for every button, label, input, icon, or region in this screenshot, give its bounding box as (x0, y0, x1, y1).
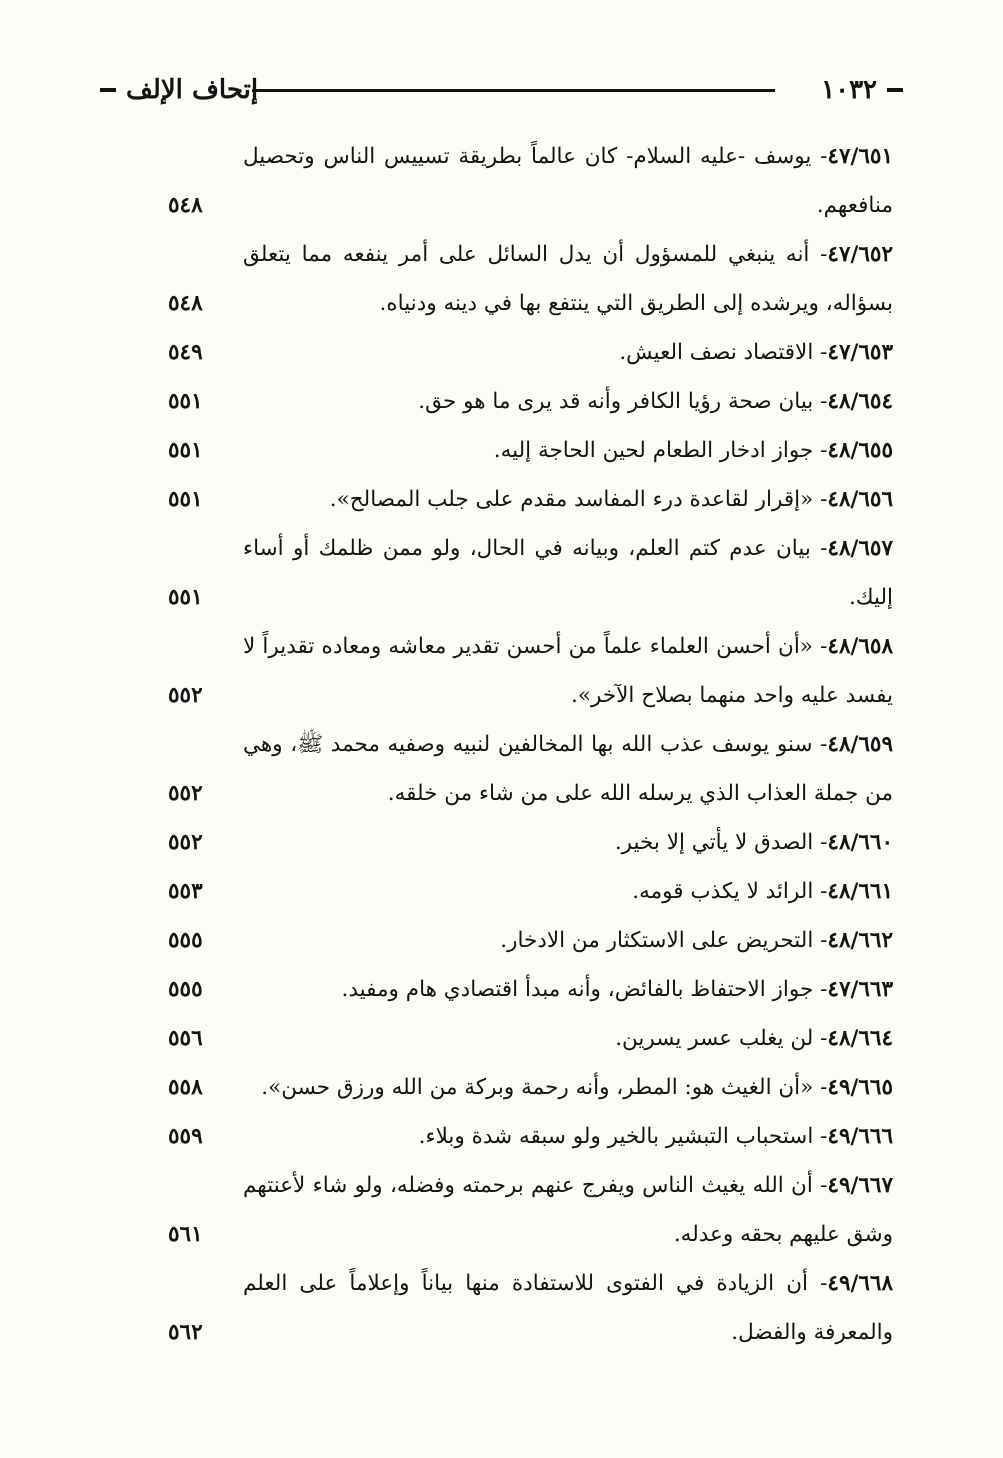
entry-text-block (243, 132, 893, 230)
entry-page-reference: ٥٥٢ (168, 781, 203, 806)
index-entry (0, 524, 1003, 622)
entry-number: ٤٨/٦٥٥ (827, 438, 893, 463)
entry-description: التحريض على الاستكثار من الادخار. (500, 928, 814, 953)
entry-separator: - (813, 1124, 828, 1149)
entry-description: جواز ادخار الطعام لحين الحاجة إليه. (493, 438, 814, 463)
book-title: إتحاف الإلف (126, 75, 259, 105)
entry-page-reference: ٥٥٥ (168, 928, 203, 953)
entry-number: ٤٩/٦٦٨ (827, 1271, 893, 1296)
entry-separator: - (810, 536, 828, 561)
entry-separator: - (809, 242, 828, 267)
index-entry (0, 1112, 1003, 1161)
entry-text-block (243, 1014, 893, 1063)
entry-text-block (243, 965, 893, 1014)
entry-number: ٤٧/٦٥١ (827, 144, 893, 169)
entry-description: «إقرار لقاعدة درء المفاسد مقدم على جلب المصالح». (329, 487, 814, 512)
entry-page-reference: ٥٥١ (168, 389, 203, 414)
entry-description: الصدق لا يأتي إلا بخير. (614, 830, 814, 855)
entry-description: «أن أحسن العلماء علماً من أحسن تقدير معاشه ومعاده تقديراً لا يفسد عليه واحد منهما بصلاح الآخر». (243, 634, 893, 708)
entry-description: أنه ينبغي للمسؤول أن يدل السائل على أمر ينفعه مما يتعلق بسؤاله، ويرشده إلى الطريق التي ينتفع بها في دينه ودنياه. (243, 242, 893, 316)
entry-number: ٤٩/٦٦٥ (827, 1075, 893, 1100)
entry-page-reference: ٥٥٢ (168, 830, 203, 855)
entry-page-reference: ٥٥٦ (168, 1026, 203, 1051)
header-title-group (100, 72, 258, 108)
entry-text-block (243, 230, 893, 328)
entry-number: ٤٨/٦٦٠ (827, 830, 893, 855)
index-entry (0, 720, 1003, 818)
entry-text-block (243, 916, 893, 965)
entry-text-block (243, 377, 893, 426)
entry-description: أن الله يغيث الناس ويفرج عنهم برحمته وفضله، ولو شاء لأعنتهم وشق عليهم بحقه وعدله. (243, 1173, 893, 1247)
entry-page-reference: ٥٥٢ (168, 683, 203, 708)
entry-separator: - (813, 879, 828, 904)
entry-page-reference: ٥٦١ (168, 1222, 203, 1247)
entry-number: ٤٩/٦٦٦ (827, 1124, 893, 1149)
entry-number: ٤٧/٦٥٣ (827, 340, 893, 365)
header-dash (887, 88, 903, 92)
page-header (100, 72, 903, 112)
entry-separator: - (813, 928, 828, 953)
entry-number: ٤٨/٦٦٤ (827, 1026, 893, 1051)
entry-page-reference: ٥٤٨ (168, 291, 203, 316)
page-number: ١٠٣٢ (821, 75, 877, 105)
entry-description: سنو يوسف عذب الله بها المخالفين لنبيه وصفيه محمد ﷺ، وهي من جملة العذاب الذي يرسله الله على من شاء من خلقه. (243, 732, 893, 806)
entry-text-block (243, 426, 893, 475)
entry-separator: - (813, 830, 828, 855)
entry-separator: - (812, 732, 828, 757)
entry-text-block (243, 328, 893, 377)
entry-text-block (243, 622, 893, 720)
entry-separator: - (813, 340, 828, 365)
index-entry (0, 965, 1003, 1014)
entry-page-reference: ٥٦٢ (168, 1320, 203, 1345)
entry-text-block (243, 1112, 893, 1161)
entry-separator: - (811, 144, 828, 169)
entry-text-block (243, 818, 893, 867)
entry-separator: - (813, 1026, 828, 1051)
entry-number: ٤٨/٦٥٦ (827, 487, 893, 512)
entry-page-reference: ٥٥٥ (168, 977, 203, 1002)
entry-separator: - (812, 1173, 828, 1198)
entry-description: استحباب التبشير بالخير ولو سبقه شدة وبلاء. (418, 1124, 814, 1149)
entry-page-reference: ٥٥٩ (168, 1124, 203, 1149)
entry-separator: - (813, 1075, 828, 1100)
header-dash (100, 88, 116, 92)
entry-number: ٤٨/٦٦٢ (827, 928, 893, 953)
entry-description: بيان صحة رؤيا الكافر وأنه قد يرى ما هو حق. (418, 389, 814, 414)
entry-description: أن الزيادة في الفتوى للاستفادة منها بياناً وإعلاماً على العلم والمعرفة والفضل. (243, 1271, 893, 1345)
entry-text-block (243, 1259, 893, 1357)
header-page-number-group (821, 72, 903, 108)
entry-text-block (243, 867, 893, 916)
entry-description: «أن الغيث هو: المطر، وأنه رحمة وبركة من الله ورزق حسن». (261, 1075, 814, 1100)
entry-number: ٤٨/٦٥٧ (827, 536, 893, 561)
entry-description: لن يغلب عسر يسرين. (615, 1026, 814, 1051)
entry-page-reference: ٥٥٨ (168, 1075, 203, 1100)
entry-description: بيان عدم كتم العلم، وبيانه في الحال، ولو ممن ظلمك أو أساء إليك. (243, 536, 893, 610)
entry-text-block (243, 1063, 893, 1112)
index-entry (0, 622, 1003, 720)
entry-separator: - (813, 438, 828, 463)
header-rule (252, 89, 775, 92)
entry-separator: - (813, 487, 828, 512)
entry-number: ٤٨/٦٥٤ (827, 389, 893, 414)
entry-page-reference: ٥٥١ (168, 438, 203, 463)
entry-number: ٤٧/٦٥٢ (827, 242, 893, 267)
entry-page-reference: ٥٤٩ (168, 340, 203, 365)
index-entry (0, 1259, 1003, 1357)
index-entry (0, 328, 1003, 377)
index-entry (0, 818, 1003, 867)
index-entry (0, 132, 1003, 230)
index-entry (0, 1161, 1003, 1259)
index-entries-list (0, 132, 1003, 1357)
index-entry (0, 867, 1003, 916)
index-entry (0, 230, 1003, 328)
entry-page-reference: ٥٥١ (168, 487, 203, 512)
entry-description: الاقتصاد نصف العيش. (619, 340, 814, 365)
entry-text-block (243, 720, 893, 818)
index-entry (0, 426, 1003, 475)
entry-separator: - (808, 1271, 828, 1296)
entry-separator: - (812, 634, 828, 659)
entry-number: ٤٧/٦٦٣ (827, 977, 893, 1002)
entry-page-reference: ٥٥١ (168, 585, 203, 610)
index-entry (0, 916, 1003, 965)
entry-page-reference: ٥٤٨ (168, 193, 203, 218)
entry-number: ٤٨/٦٥٩ (827, 732, 893, 757)
entry-number: ٤٩/٦٦٧ (827, 1173, 893, 1198)
index-entry (0, 1063, 1003, 1112)
entry-text-block (243, 1161, 893, 1259)
entry-text-block (243, 475, 893, 524)
entry-separator: - (813, 389, 828, 414)
index-entry (0, 1014, 1003, 1063)
index-entry (0, 475, 1003, 524)
entry-description: يوسف -عليه السلام- كان عالماً بطريقة تسييس الناس وتحصيل منافعهم. (243, 144, 893, 218)
entry-separator: - (813, 977, 828, 1002)
entry-page-reference: ٥٥٣ (168, 879, 203, 904)
entry-description: جواز الاحتفاظ بالفائض، وأنه مبدأ اقتصادي هام ومفيد. (341, 977, 814, 1002)
index-entry (0, 377, 1003, 426)
entry-text-block (243, 524, 893, 622)
entry-number: ٤٨/٦٦١ (827, 879, 893, 904)
entry-description: الرائد لا يكذب قومه. (632, 879, 814, 904)
entry-number: ٤٨/٦٥٨ (827, 634, 893, 659)
